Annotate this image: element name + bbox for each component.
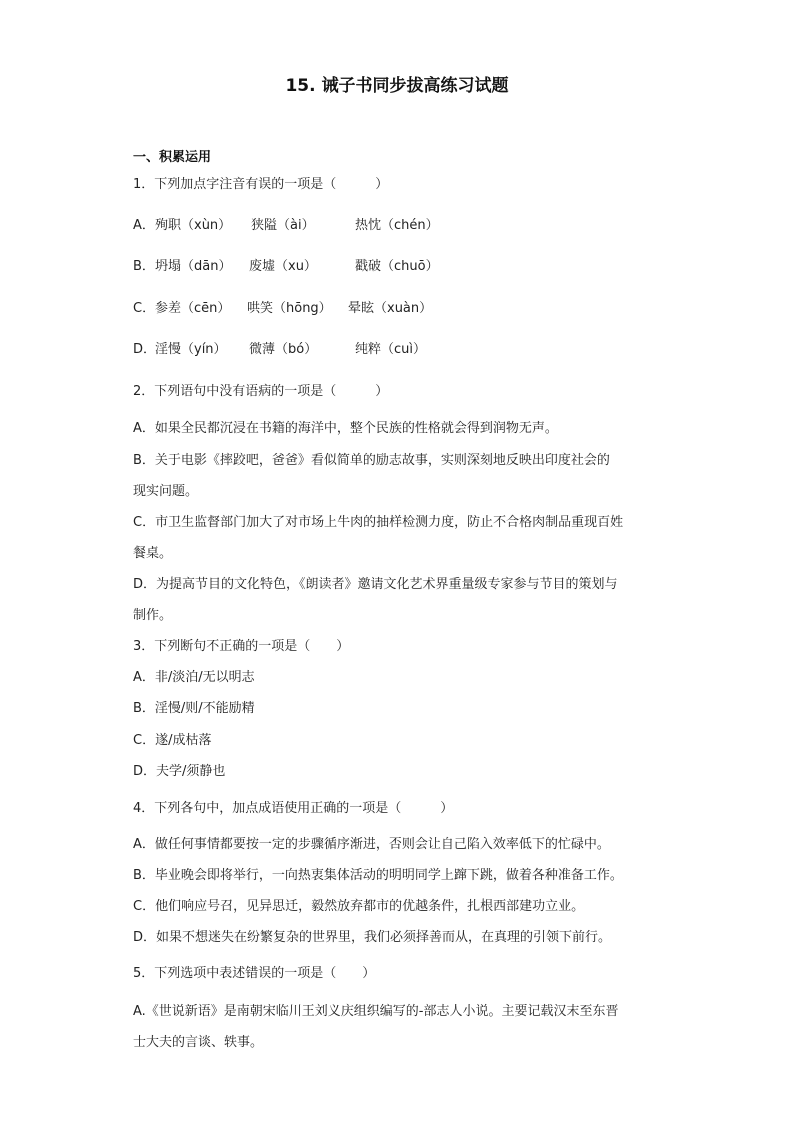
q2-option-b: B．关于电影《摔跤吧，爸爸》看似简单的励志故事，实则深刻地反映出印度社会的	[133, 453, 610, 468]
question-1-stem: 1．下列加点字注音有误的一项是（ ）	[133, 177, 389, 192]
q3-option-d: D．夫学/须静也	[133, 764, 226, 779]
option-item: 纯粹（cuì）	[355, 342, 426, 357]
q5-option-a-cont: 士大夫的言谈、轶事。	[133, 1035, 264, 1050]
option-item: 淫慢（yín）	[155, 342, 227, 357]
q2-option-d-cont: 制作。	[133, 608, 173, 623]
question-3-stem: 3．下列断句不正确的一项是（ ）	[133, 639, 350, 654]
option-item: 微薄（bó）	[249, 342, 318, 357]
section-heading: 一、积累运用	[133, 150, 212, 165]
page-title: 15. 诫子书同步拔高练习试题	[285, 76, 509, 96]
question-4-stem: 4．下列各句中，加点成语使用正确的一项是（ ）	[133, 801, 454, 816]
option-item: 殉职（xùn）	[155, 218, 232, 233]
option-item: 狭隘（ài）	[251, 218, 315, 233]
q3-option-a: A．非/淡泊/无以明志	[133, 670, 255, 685]
option-item: 坍塌（dān）	[155, 259, 232, 274]
q3-option-c: C．遂/成枯落	[133, 733, 212, 748]
question-5-stem: 5．下列选项中表述错误的一项是（ ）	[133, 966, 376, 981]
question-2-stem: 2．下列语句中没有语病的一项是（ ）	[133, 384, 389, 399]
q2-option-c-cont: 餐桌。	[133, 546, 173, 561]
q2-option-d: D．为提高节目的文化特色，《朗读者》邀请文化艺术界重量级专家参与节目的策划与	[133, 577, 618, 592]
option-item: 参差（cēn）	[155, 301, 231, 316]
option-letter: B．	[133, 259, 155, 274]
option-item: 废墟（xu）	[249, 259, 317, 274]
option-letter: D．	[133, 342, 157, 357]
option-letter: C．	[133, 301, 156, 316]
q4-option-a: A．做任何事情都要按一定的步骤循序渐进，否则会让自己陷入效率低下的忙碌中。	[133, 837, 610, 852]
q2-option-c: C．市卫生监督部门加大了对市场上牛肉的抽样检测力度，防止不合格肉制品重现百姓	[133, 515, 624, 530]
option-item: 晕眩（xuàn）	[348, 301, 433, 316]
q4-option-b: B．毕业晚会即将举行，一向热衷集体活动的明明同学上蹿下跳，做着各种准备工作。	[133, 868, 623, 883]
q2-option-b-cont: 现实问题。	[133, 484, 199, 499]
option-item: 哄笑（hōng）	[247, 301, 332, 316]
option-letter: A．	[133, 218, 155, 233]
q3-option-b: B．淫慢/则/不能励精	[133, 701, 255, 716]
option-item: 戳破（chuō）	[355, 259, 439, 274]
option-item: 热忱（chén）	[355, 218, 439, 233]
q2-option-a: A．如果全民都沉浸在书籍的海洋中，整个民族的性格就会得到润物无声。	[133, 421, 558, 436]
q4-option-c: C．他们响应号召，见异思迁，毅然放弃都市的优越条件，扎根西部建功立业。	[133, 899, 585, 914]
q4-option-d: D．如果不想迷失在纷繁复杂的世界里，我们必须择善而从，在真理的引领下前行。	[133, 930, 612, 945]
q5-option-a: A.《世说新语》是南朝宋临川王刘义庆组织编写的-部志人小说。主要记载汉末至东晋	[133, 1004, 619, 1019]
